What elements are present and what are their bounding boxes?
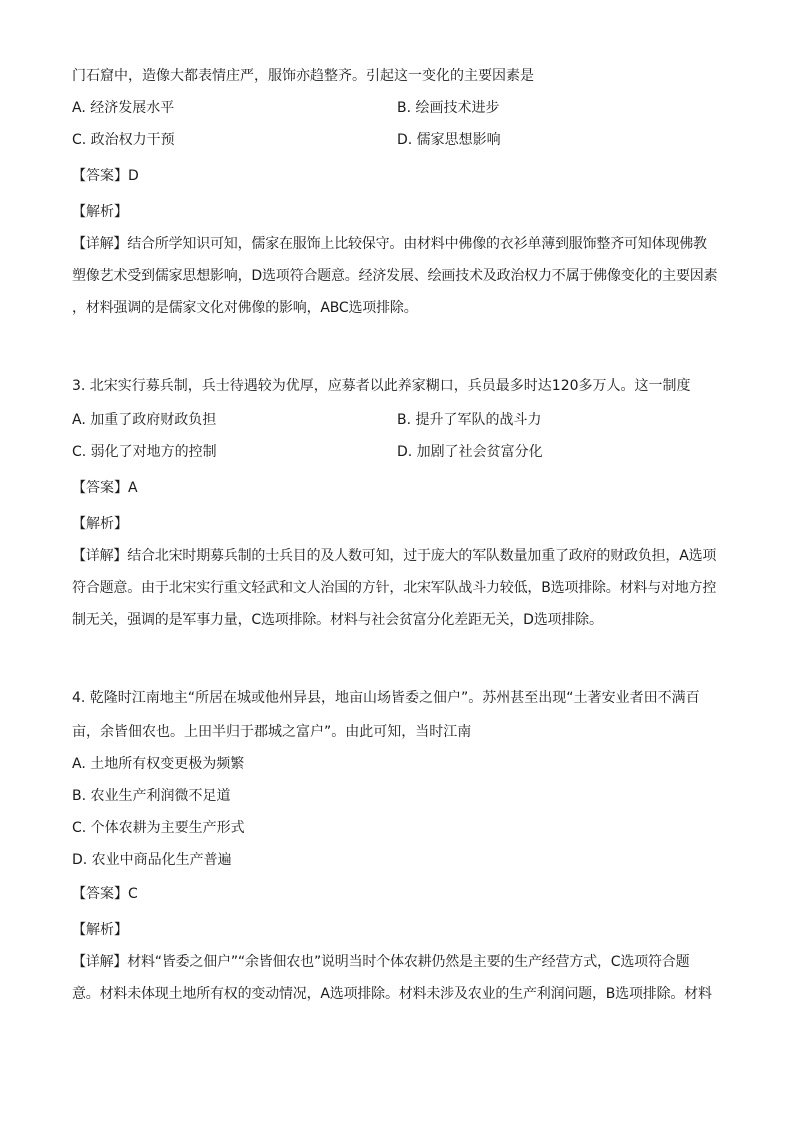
q3-detail-1: 【详解】结合北宋时期募兵制的士兵目的及人数可知，过于庞大的军队数量加重了政府的财政负担，A选项 xyxy=(72,548,717,564)
q2-answer xyxy=(72,166,139,186)
q4-detail-2: 意。材料未体现土地所有权的变动情况，A选项排除。材料未涉及农业的生产利润问题，B选项排除。材料 xyxy=(72,986,712,1002)
q4-option-d: D. 农业中商品化生产普遍 xyxy=(72,852,232,868)
analysis-label: 解析 xyxy=(86,516,114,532)
q4-analysis-label: 【解析】 xyxy=(72,922,128,938)
answer-value: A xyxy=(128,480,138,496)
answer-label: 【答案】 xyxy=(72,886,128,902)
q2-option-c: C. 政治权力干预 xyxy=(72,132,175,148)
q3-stem: 3. 北宋实行募兵制，兵士待遇较为优厚，应募者以此养家糊口，兵员最多时达120多万人。这一制度 xyxy=(72,378,691,394)
answer-value: D xyxy=(128,168,139,184)
q3-answer xyxy=(72,478,138,498)
analysis-label: 解析 xyxy=(86,922,114,938)
q4-option-c: C. 个体农耕为主要生产形式 xyxy=(72,820,245,836)
q4-answer xyxy=(72,884,138,904)
q4-option-b: B. 农业生产利润微不足道 xyxy=(72,788,231,804)
q2-detail-3: ，材料强调的是儒家文化对佛像的影响，ABC选项排除。 xyxy=(72,300,418,316)
q3-option-b: B. 提升了军队的战斗力 xyxy=(397,412,542,428)
q4-detail-1: 【详解】材料“皆委之佃户”“余皆佃农也”说明当时个体农耕仍然是主要的生产经营方式，C选项符合题 xyxy=(72,954,690,970)
q3-detail-2: 符合题意。由于北宋实行重文轻武和文人治国的方针，北宋军队战斗力较低，B选项排除。材料与对地方控 xyxy=(72,580,717,596)
q4-stem-2: 亩，余皆佃农也。上田半归于郡城之富户”。由此可知，当时江南 xyxy=(72,724,472,740)
answer-label: 【答案】 xyxy=(72,480,128,496)
q3-option-a: A. 加重了政府财政负担 xyxy=(72,412,217,428)
q2-analysis-label: 【解析】 xyxy=(72,204,128,220)
q3-option-d: D. 加剧了社会贫富分化 xyxy=(397,444,543,460)
q3-analysis-label: 【解析】 xyxy=(72,516,128,532)
answer-value: C xyxy=(128,886,138,902)
q2-option-d: D. 儒家思想影响 xyxy=(397,132,501,148)
q2-option-b: B. 绘画技术进步 xyxy=(397,100,500,116)
q2-detail-2: 塑像艺术受到儒家思想影响，D选项符合题意。经济发展、绘画技术及政治权力不属于佛像变化的主要因素 xyxy=(72,268,718,284)
q2-detail-1: 【详解】结合所学知识可知，儒家在服饰上比较保守。由材料中佛像的衣衫单薄到服饰整齐可知体现佛教 xyxy=(72,236,707,252)
q3-option-c: C. 弱化了对地方的控制 xyxy=(72,444,217,460)
answer-label: 【答案】 xyxy=(72,168,128,184)
q4-stem-1: 4. 乾隆时江南地主“所居在城或他州异县，地亩山场皆委之佃户”。苏州甚至出现“土著安业者田不满百 xyxy=(72,690,700,706)
q2-option-a: A. 经济发展水平 xyxy=(72,100,175,116)
q3-detail-3: 制无关，强调的是军事力量，C选项排除。材料与社会贫富分化差距无关，D选项排除。 xyxy=(72,612,603,628)
analysis-label: 解析 xyxy=(86,204,114,220)
q2-stem: 门石窟中，造像大都表情庄严，服饰亦趋整齐。引起这一变化的主要因素是 xyxy=(72,68,534,84)
q4-option-a: A. 土地所有权变更极为频繁 xyxy=(72,756,245,772)
